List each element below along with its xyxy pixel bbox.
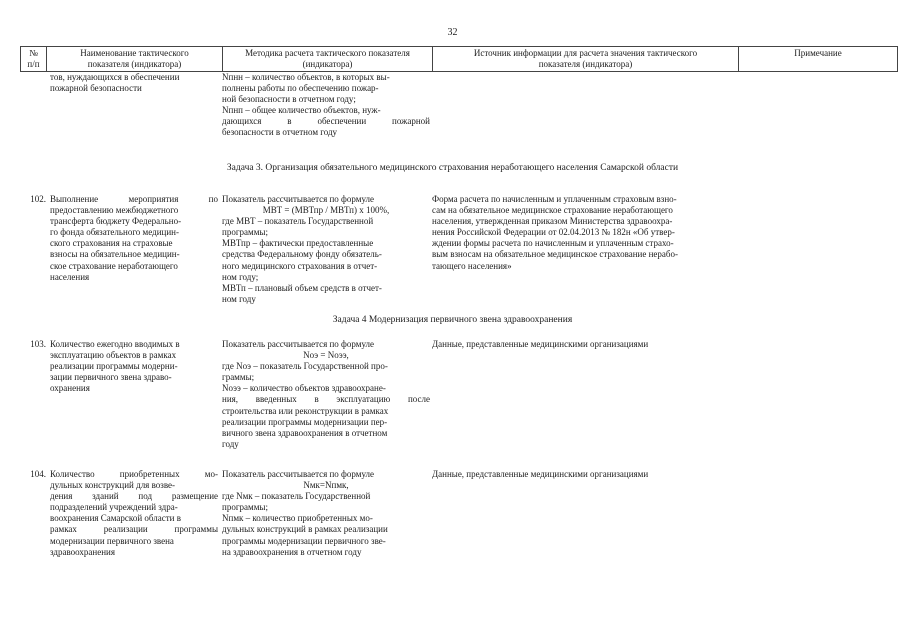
information-source: Данные, представленные медицинскими организациями — [432, 469, 649, 479]
indicator-name: Количество ежегодно вводимых в эксплуатацию объектов в рамках реализации программы модерни- зации первичного звена здраво- охранения — [50, 339, 180, 394]
page-number: 32 — [447, 27, 458, 38]
header-col-method: Методика расчета тактического показателя (индикатора) — [222, 47, 432, 71]
table-header — [20, 46, 898, 72]
header-col-number: № п/п — [20, 47, 46, 71]
task-4-heading: Задача 4 Модернизация первичного звена здравоохранения — [332, 315, 573, 325]
information-source: Данные, представленные медицинскими организациями — [432, 339, 649, 349]
header-col-source: Источник информации для расчета значения тактического показателя (индикатора) — [432, 47, 738, 71]
calculation-method: Показатель рассчитывается по формуле Nмк=Nпмк, где Nмк – показатель Государственной программы; Nпмк – количество приобретенных мо- дульных конструкций в рамках реализации программы модернизации первичного зве- на здравоохранения в отчетном году — [222, 469, 388, 557]
header-col-note: Примечание — [738, 47, 898, 71]
indicator-name: Выполнение мероприятия по предоставлению межбюджетного трансферта бюджету Федерально- го фонда обязательного медицин- ского страхования на страховые взносы на обязательное медицин- ское страхование неработающего населения — [50, 194, 218, 282]
indicator-name: Количество приобретенных мо- дульных конструкций для возве- дения зданий под размещение подразделений учреждений здра- воохранения Самарской области в рамках реализации программы модернизации первичного звена здравоохранения — [50, 469, 218, 557]
row-number: 104. — [30, 469, 46, 479]
information-source: Форма расчета по начисленным и уплаченным страховым взно- сам на обязательное медицинское страхование неработающего населения, утвержденная приказом Министерства здравоохра- нения Российской Федерации от 02.04.2013 № 182н «Об утвер- ждении формы расчета по начисленным и уплаченным страхо- вым взносам на обязательное медицинское страхование нерабо- тающего населения» — [432, 194, 678, 271]
continuation-name: тов, нуждающихся в обеспечении пожарной безопасности — [50, 72, 180, 94]
task-3-heading: Задача 3. Организация обязательного медицинского страхования неработающего населения Самарской области — [226, 163, 679, 173]
continuation-method: Nпнн – количество объектов, в которых вы- полнены работы по обеспечению пожар- ной безопасности в отчетном году; Nпнп – общее количество объектов, нуж- дающихся в обеспечении пожарной безопасности в отчетном году — [222, 72, 430, 138]
calculation-method: Показатель рассчитывается по формуле МВТ = (МВТпр / МВТп) х 100%, где МВТ – показатель Государственной программы; МВТпр – фактически предоставленные средства Федеральному фонду обязатель- ного медицинского страхования в отчет- ном году; МВТп – плановый объем средств в отчет- ном году — [222, 194, 390, 304]
row-number: 103. — [30, 339, 46, 349]
row-number: 102. — [30, 194, 46, 204]
header-col-name: Наименование тактического показателя (индикатора) — [46, 47, 222, 71]
calculation-method: Показатель рассчитывается по формуле Nоэ = Nоээ, где Nоэ – показатель Государственной про- граммы; Nоээ – количество объектов здравоохране- ния, введенных в эксплуатацию после строительства или реконструкции в рамках реализации программы модернизации пер- вичного звена здравоохранения в отчетном году — [222, 339, 430, 449]
